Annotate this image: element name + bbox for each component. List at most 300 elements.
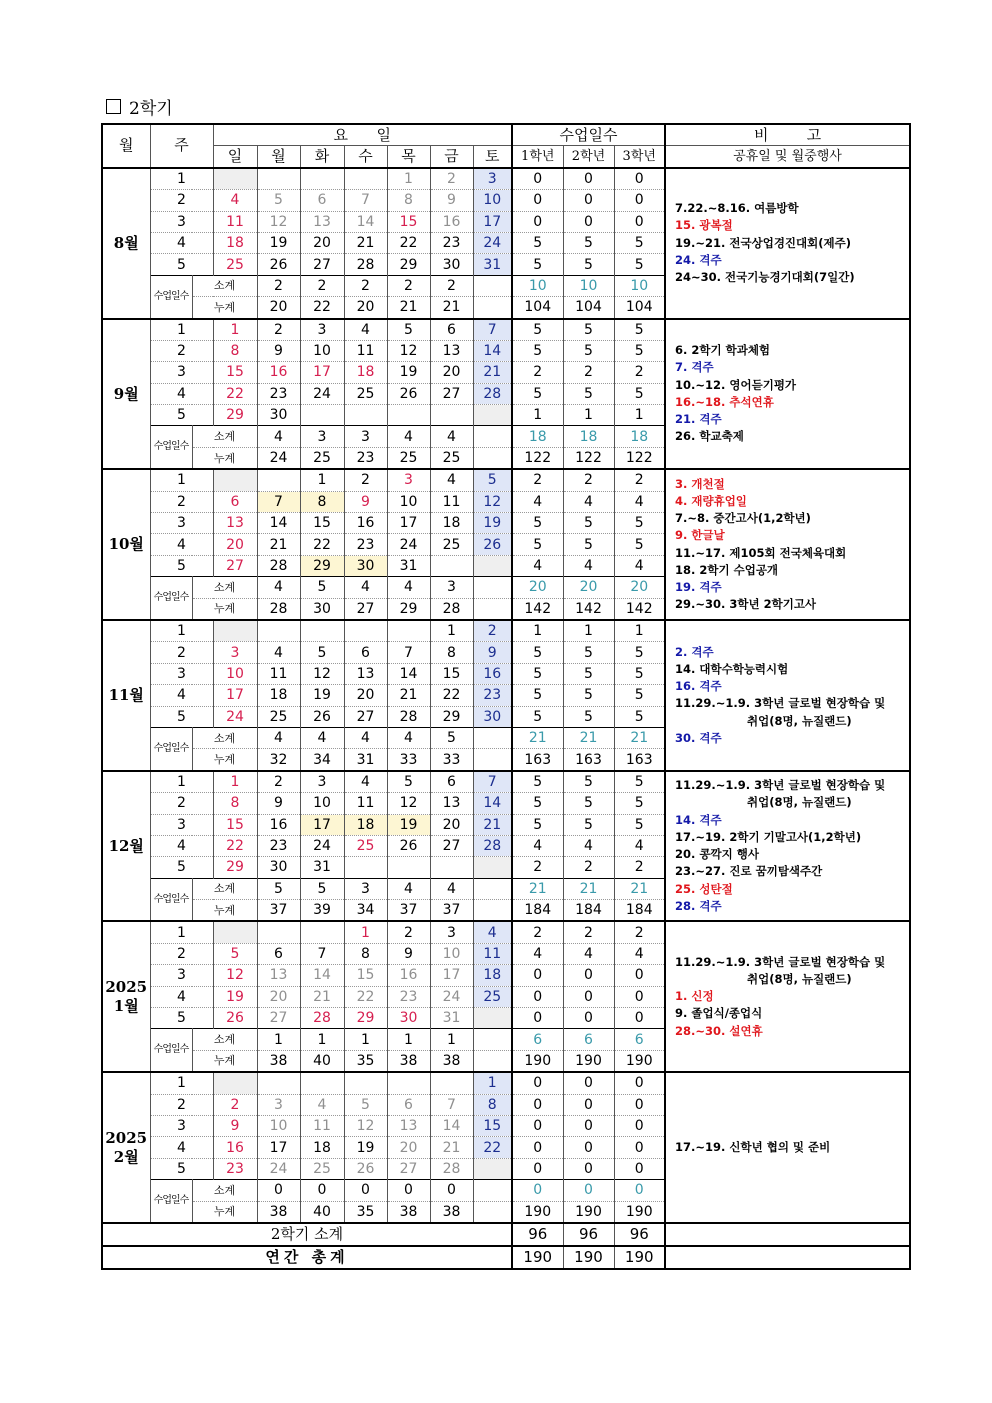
grade-1-days: 2 [512, 857, 563, 878]
subtotal-grade-3: 0 [614, 1180, 665, 1201]
week-number: 4 [150, 383, 213, 404]
remark-item: 16. 격주 [675, 679, 722, 694]
day-cell: 4 [344, 771, 387, 793]
grade-1-days: 5 [512, 706, 563, 727]
grade-3-days: 5 [614, 771, 665, 793]
day-cell: 18 [344, 814, 387, 835]
grade-2-days: 0 [563, 1137, 614, 1158]
day-cell: 8 [387, 190, 430, 211]
subtotal-grade-3: 20 [614, 577, 665, 598]
day-cell: 9 [213, 1115, 257, 1136]
day-cell: 24 [473, 232, 512, 253]
day-cell: 17 [387, 513, 430, 534]
week-row [102, 319, 910, 341]
remark-item: 24. 격주 [675, 252, 722, 267]
day-cell: 19 [387, 814, 430, 835]
day-cell: 26 [473, 534, 512, 555]
day-cell: 23 [257, 383, 300, 404]
day-cell: 14 [344, 211, 387, 232]
week-number: 1 [150, 469, 213, 491]
total-label: 2학기 소계 [102, 1223, 512, 1246]
grade-1-days: 4 [512, 491, 563, 512]
day-cell: 25 [300, 1158, 344, 1179]
day-cell: 20 [344, 685, 387, 706]
day-cell: 3 [257, 1094, 300, 1115]
subtotal-day-value: 5 [257, 878, 300, 899]
day-cell: 5 [387, 319, 430, 341]
grade-1-days: 5 [512, 340, 563, 361]
day-cell: 6 [257, 943, 300, 964]
day-cell: 31 [473, 254, 512, 275]
day-cell: 20 [430, 814, 473, 835]
day-cell: 6 [430, 771, 473, 793]
remark-item: 29.~30. 3학년 2학기고사 [675, 597, 817, 612]
day-cell: 19 [300, 685, 344, 706]
remark-item: 17.~19. 신학년 협의 및 준비 [675, 1139, 831, 1154]
header-row-1 [102, 124, 910, 146]
subtotal-day-value: 4 [300, 727, 344, 748]
week-number: 2 [150, 793, 213, 814]
grade-3-days: 5 [614, 340, 665, 361]
day-cell: 1 [213, 319, 257, 341]
grade-2-days: 2 [563, 857, 614, 878]
grade-2-days: 2 [563, 921, 614, 943]
day-cell: 15 [387, 211, 430, 232]
week-number: 5 [150, 857, 213, 878]
day-cell: 12 [300, 663, 344, 684]
subtotal-day-value: 3 [344, 426, 387, 447]
day-cell: 11 [473, 943, 512, 964]
cumulative-grade-1: 190 [512, 1050, 563, 1072]
day-cell [300, 1072, 344, 1094]
day-cell: 9 [387, 943, 430, 964]
remark-item: 28.~30. 설연휴 [675, 1023, 763, 1038]
grade-1-days: 0 [512, 1137, 563, 1158]
day-cell [344, 405, 387, 426]
total-grade-1: 190 [512, 1246, 563, 1269]
day-cell: 23 [430, 232, 473, 253]
grade-1-days: 4 [512, 943, 563, 964]
remark-item: 30. 격주 [675, 730, 722, 745]
grade-2-days: 4 [563, 491, 614, 512]
day-cell [430, 555, 473, 576]
cumulative-sat-empty [473, 598, 512, 620]
day-cell: 17 [300, 362, 344, 383]
grade-2-days: 5 [563, 642, 614, 663]
day-cell: 12 [344, 1115, 387, 1136]
day-cell: 22 [213, 383, 257, 404]
subtotal-day-value: 5 [430, 727, 473, 748]
day-cell [213, 921, 257, 943]
day-cell: 14 [257, 513, 300, 534]
day-cell: 22 [344, 986, 387, 1007]
day-cell: 31 [300, 857, 344, 878]
day-cell: 14 [473, 340, 512, 361]
remark-item: 11.29.~1.9. 3학년 글로벌 현장학습 및 [675, 696, 886, 711]
grade-2-days: 0 [563, 986, 614, 1007]
cumulative-day-value: 38 [257, 1050, 300, 1072]
day-cell: 1 [344, 921, 387, 943]
cumulative-sat-empty [473, 900, 512, 922]
day-cell: 5 [213, 943, 257, 964]
cumulative-label: 누계 [192, 598, 257, 620]
grade-1-days: 5 [512, 642, 563, 663]
day-cell: 24 [430, 986, 473, 1007]
class-days-label: 수업일수 [150, 1029, 192, 1072]
day-cell: 19 [257, 232, 300, 253]
day-cell: 25 [430, 534, 473, 555]
day-cell: 30 [344, 555, 387, 576]
subtotal-label: 소계 [192, 1029, 257, 1050]
cumulative-grade-3: 122 [614, 447, 665, 469]
grade-3-days: 2 [614, 857, 665, 878]
day-cell: 8 [344, 943, 387, 964]
week-number: 5 [150, 1008, 213, 1029]
week-number: 1 [150, 168, 213, 190]
grade-2-days: 5 [563, 319, 614, 341]
cumulative-grade-1: 104 [512, 297, 563, 319]
subtotal-day-value: 4 [430, 878, 473, 899]
day-cell: 4 [473, 921, 512, 943]
day-cell: 12 [213, 965, 257, 986]
day-cell: 25 [473, 986, 512, 1007]
grade-1-days: 5 [512, 319, 563, 341]
cumulative-sat-empty [473, 447, 512, 469]
header-yoil: 요 일 [213, 124, 512, 146]
header-day-tue: 화 [300, 146, 344, 168]
day-cell [473, 857, 512, 878]
day-cell: 12 [387, 340, 430, 361]
day-cell: 24 [213, 706, 257, 727]
week-row [102, 620, 910, 642]
day-cell: 7 [300, 943, 344, 964]
day-cell: 2 [473, 620, 512, 642]
day-cell: 5 [300, 642, 344, 663]
cumulative-day-value: 37 [430, 900, 473, 922]
day-cell: 24 [387, 534, 430, 555]
day-cell: 10 [300, 793, 344, 814]
subtotal-day-value: 0 [387, 1180, 430, 1201]
remark-item: 7. 격주 [675, 360, 714, 375]
day-cell: 2 [387, 921, 430, 943]
day-cell: 13 [300, 211, 344, 232]
subtotal-sat-empty [473, 878, 512, 899]
day-cell: 30 [387, 1008, 430, 1029]
cumulative-day-value: 34 [344, 900, 387, 922]
day-cell: 7 [430, 1094, 473, 1115]
header-row-2 [102, 146, 910, 168]
week-number: 5 [150, 254, 213, 275]
day-cell: 22 [473, 1137, 512, 1158]
day-cell [387, 405, 430, 426]
day-cell: 22 [387, 232, 430, 253]
day-cell: 6 [387, 1094, 430, 1115]
subtotal-day-value: 2 [257, 275, 300, 296]
header-day-wed: 수 [344, 146, 387, 168]
subtotal-day-value: 0 [300, 1180, 344, 1201]
grade-2-days: 5 [563, 793, 614, 814]
day-cell: 4 [344, 319, 387, 341]
week-number: 4 [150, 685, 213, 706]
remark-item: 취업(8명, 뉴질랜드) [747, 713, 852, 728]
day-cell [300, 921, 344, 943]
subtotal-sat-empty [473, 1180, 512, 1201]
day-cell: 15 [430, 663, 473, 684]
day-cell: 16 [213, 1137, 257, 1158]
grade-1-days: 0 [512, 1115, 563, 1136]
subtotal-day-value: 4 [430, 426, 473, 447]
subtotal-sat-empty [473, 426, 512, 447]
day-cell [344, 857, 387, 878]
cumulative-day-value: 38 [430, 1050, 473, 1072]
class-days-label: 수업일수 [150, 275, 192, 318]
checkbox-square-icon [106, 99, 121, 114]
grade-2-days: 0 [563, 1072, 614, 1094]
remarks-cell [665, 168, 910, 319]
week-number: 3 [150, 513, 213, 534]
week-row [102, 771, 910, 793]
day-cell: 27 [344, 706, 387, 727]
subtotal-day-value: 4 [257, 577, 300, 598]
day-cell: 4 [430, 469, 473, 491]
grade-2-days: 5 [563, 340, 614, 361]
cumulative-grade-2: 184 [563, 900, 614, 922]
day-cell: 8 [430, 642, 473, 663]
grade-3-days: 0 [614, 1137, 665, 1158]
day-cell: 26 [387, 835, 430, 856]
day-cell: 21 [344, 232, 387, 253]
cumulative-day-value: 21 [387, 297, 430, 319]
remark-item: 1. 신정 [675, 989, 714, 1004]
day-cell: 17 [430, 965, 473, 986]
cumulative-label: 누계 [192, 1050, 257, 1072]
grade-1-days: 4 [512, 555, 563, 576]
remarks-cell [665, 1072, 910, 1223]
day-cell: 21 [473, 362, 512, 383]
day-cell: 27 [430, 383, 473, 404]
grade-1-days: 1 [512, 405, 563, 426]
day-cell: 29 [344, 1008, 387, 1029]
subtotal-day-value: 4 [387, 426, 430, 447]
class-days-label: 수업일수 [150, 426, 192, 469]
day-cell: 31 [430, 1008, 473, 1029]
day-cell: 17 [257, 1137, 300, 1158]
day-cell [257, 1072, 300, 1094]
subtotal-day-value: 4 [387, 577, 430, 598]
grade-3-days: 2 [614, 921, 665, 943]
class-days-label: 수업일수 [150, 1180, 192, 1223]
subtotal-day-value: 0 [344, 1180, 387, 1201]
day-cell: 18 [344, 362, 387, 383]
day-cell: 3 [300, 771, 344, 793]
day-cell: 4 [257, 642, 300, 663]
day-cell: 5 [387, 771, 430, 793]
cumulative-day-value: 33 [387, 749, 430, 771]
day-cell: 28 [473, 383, 512, 404]
grade-2-days: 0 [563, 1158, 614, 1179]
day-cell: 19 [387, 362, 430, 383]
day-cell: 25 [344, 835, 387, 856]
subtotal-day-value: 1 [344, 1029, 387, 1050]
day-cell: 11 [257, 663, 300, 684]
cumulative-day-value: 40 [300, 1050, 344, 1072]
remark-item: 21. 격주 [675, 412, 722, 427]
day-cell: 9 [430, 190, 473, 211]
subtotal-sat-empty [473, 727, 512, 748]
grade-3-days: 5 [614, 513, 665, 534]
header-grade-3: 3학년 [614, 146, 665, 168]
remark-item: 취업(8명, 뉴질랜드) [747, 971, 852, 986]
day-cell: 26 [387, 383, 430, 404]
grade-2-days: 0 [563, 965, 614, 986]
remark-item: 9. 졸업식/종업식 [675, 1006, 763, 1021]
grade-3-days: 5 [614, 663, 665, 684]
week-number: 2 [150, 340, 213, 361]
cumulative-day-value: 38 [257, 1201, 300, 1223]
week-number: 5 [150, 405, 213, 426]
grade-2-days: 5 [563, 383, 614, 404]
cumulative-day-value: 37 [257, 900, 300, 922]
cumulative-day-value: 23 [344, 447, 387, 469]
day-cell: 23 [473, 685, 512, 706]
week-number: 5 [150, 555, 213, 576]
grade-3-days: 0 [614, 168, 665, 190]
subtotal-sat-empty [473, 1029, 512, 1050]
remark-item: 14. 대학수학능력시험 [675, 661, 789, 676]
day-cell [473, 1158, 512, 1179]
grade-2-days: 5 [563, 814, 614, 835]
day-cell: 15 [213, 362, 257, 383]
remark-item: 11.29.~1.9. 3학년 글로벌 현장학습 및 [675, 778, 886, 793]
day-cell: 13 [387, 1115, 430, 1136]
grade-2-days: 0 [563, 168, 614, 190]
header-class-days: 수업일수 [512, 124, 665, 146]
total-remarks-empty [665, 1223, 910, 1246]
cumulative-label: 누계 [192, 900, 257, 922]
grade-2-days: 0 [563, 1008, 614, 1029]
grade-3-days: 4 [614, 491, 665, 512]
day-cell: 3 [300, 319, 344, 341]
cumulative-grade-3: 190 [614, 1050, 665, 1072]
day-cell: 25 [213, 254, 257, 275]
grade-2-days: 5 [563, 232, 614, 253]
day-cell: 14 [300, 965, 344, 986]
cumulative-grade-3: 190 [614, 1201, 665, 1223]
month-label: 12월 [102, 771, 150, 922]
remark-item: 7.~8. 중간고사(1,2학년) [675, 511, 811, 526]
day-cell [430, 405, 473, 426]
total-row [102, 1246, 910, 1269]
day-cell: 15 [213, 814, 257, 835]
week-number: 4 [150, 1137, 213, 1158]
day-cell: 22 [213, 835, 257, 856]
grade-1-days: 5 [512, 232, 563, 253]
day-cell: 16 [430, 211, 473, 232]
subtotal-day-value: 4 [257, 426, 300, 447]
week-number: 1 [150, 921, 213, 943]
cumulative-day-value: 32 [257, 749, 300, 771]
total-grade-1: 96 [512, 1223, 563, 1246]
cumulative-day-value: 25 [430, 447, 473, 469]
day-cell: 25 [344, 383, 387, 404]
day-cell: 21 [387, 685, 430, 706]
grade-3-days: 5 [614, 254, 665, 275]
cumulative-day-value: 38 [430, 1201, 473, 1223]
month-label: 2025 1월 [102, 921, 150, 1072]
grade-1-days: 5 [512, 513, 563, 534]
day-cell [300, 168, 344, 190]
day-cell: 13 [344, 663, 387, 684]
remark-item: 11.29.~1.9. 3학년 글로벌 현장학습 및 [675, 954, 886, 969]
cumulative-label: 누계 [192, 1201, 257, 1223]
grade-3-days: 0 [614, 965, 665, 986]
subtotal-day-value: 4 [344, 727, 387, 748]
day-cell: 17 [300, 814, 344, 835]
header-remarks-sub: 공휴일 및 월중행사 [665, 146, 910, 168]
remark-item: 19.~21. 전국상업경진대회(제주) [675, 235, 851, 250]
remarks-cell [665, 771, 910, 922]
day-cell: 2 [257, 319, 300, 341]
month-label: 9월 [102, 319, 150, 470]
week-row [102, 469, 910, 491]
day-cell: 20 [300, 232, 344, 253]
grade-3-days: 5 [614, 685, 665, 706]
grade-2-days: 5 [563, 771, 614, 793]
day-cell: 2 [344, 469, 387, 491]
day-cell: 4 [213, 190, 257, 211]
day-cell: 7 [473, 771, 512, 793]
header-remarks: 비 고 [665, 124, 910, 146]
day-cell: 26 [257, 254, 300, 275]
cumulative-day-value: 34 [300, 749, 344, 771]
day-cell: 24 [257, 1158, 300, 1179]
header-month: 월 [102, 124, 150, 168]
total-label: 연간 총계 [102, 1246, 512, 1269]
day-cell [344, 1072, 387, 1094]
cumulative-grade-3: 104 [614, 297, 665, 319]
day-cell: 9 [473, 642, 512, 663]
day-cell: 16 [344, 513, 387, 534]
grade-1-days: 5 [512, 254, 563, 275]
subtotal-grade-2: 0 [563, 1180, 614, 1201]
page-title-text: 2학기 [129, 98, 173, 119]
remark-item: 4. 재량휴업일 [675, 493, 747, 508]
day-cell: 5 [473, 469, 512, 491]
class-days-label: 수업일수 [150, 577, 192, 620]
grade-1-days: 0 [512, 986, 563, 1007]
day-cell: 13 [430, 793, 473, 814]
week-number: 2 [150, 491, 213, 512]
remark-item: 26. 학교축제 [675, 429, 744, 444]
week-row [102, 168, 910, 190]
day-cell: 3 [430, 921, 473, 943]
day-cell [213, 1072, 257, 1094]
cumulative-sat-empty [473, 1201, 512, 1223]
grade-1-days: 1 [512, 620, 563, 642]
day-cell [473, 1008, 512, 1029]
cumulative-grade-2: 104 [563, 297, 614, 319]
cumulative-day-value: 25 [300, 447, 344, 469]
grade-1-days: 5 [512, 663, 563, 684]
cumulative-day-value: 27 [344, 598, 387, 620]
day-cell: 28 [430, 1158, 473, 1179]
day-cell: 29 [430, 706, 473, 727]
day-cell: 9 [257, 340, 300, 361]
remark-item: 24~30. 전국기능경기대회(7일간) [675, 270, 855, 285]
cumulative-grade-1: 184 [512, 900, 563, 922]
day-cell: 2 [430, 168, 473, 190]
day-cell: 3 [387, 469, 430, 491]
